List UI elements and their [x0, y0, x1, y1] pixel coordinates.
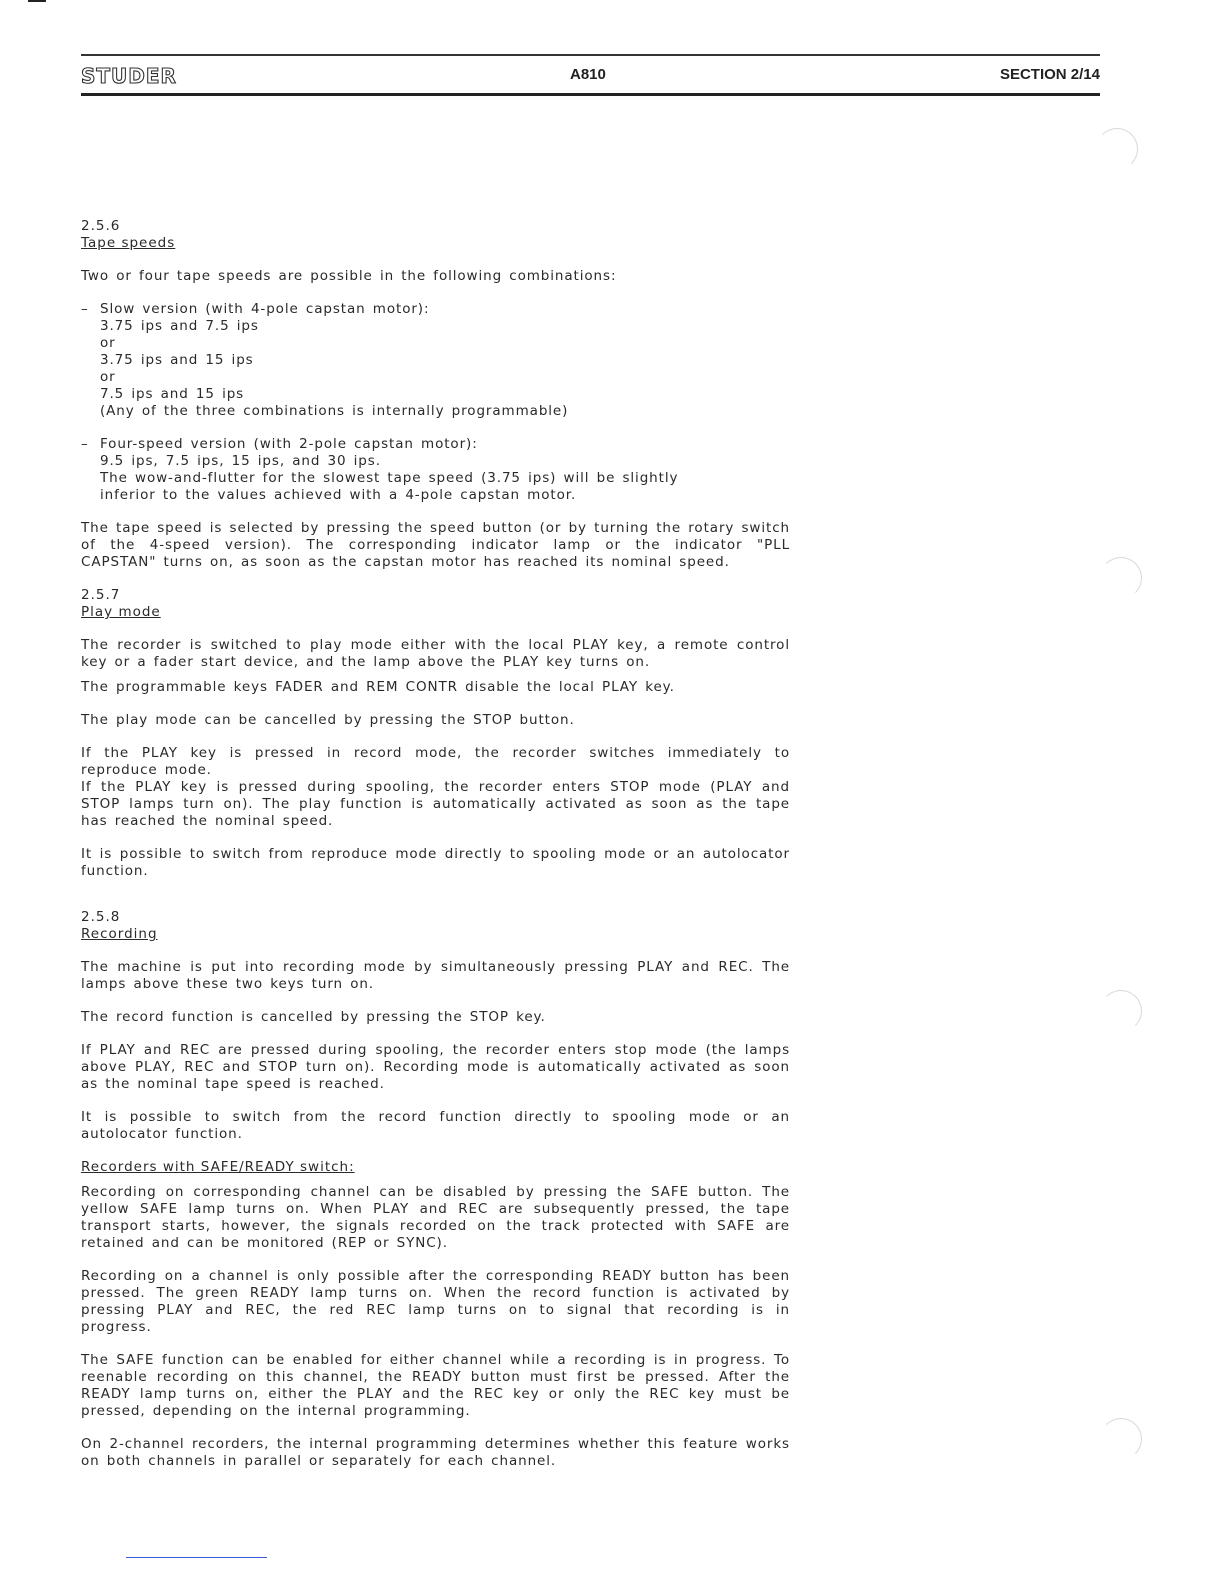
header-top-rule: [81, 54, 1100, 56]
section-title: Tape speeds: [81, 235, 176, 251]
punch-hole: [1100, 990, 1142, 1032]
punch-hole: [1096, 128, 1138, 170]
section-number: 2.5.7: [81, 587, 121, 603]
footer-rule: [126, 1557, 267, 1558]
paragraph: The machine is put into recording mode by simultaneously pressing PLAY and REC. The lamps above these two keys turn on.: [81, 959, 790, 992]
bullet-item: [81, 301, 790, 420]
paragraph: If the PLAY key is pressed during spooling, the recorder enters STOP mode (PLAY and STOP lamps turn on). The play function is automatically activated as soon as the tape has reached the nominal speed.: [81, 779, 790, 829]
bullet-line: 3.75 ips and 15 ips: [100, 352, 254, 368]
bullet-line: inferior to the values achieved with a 4-pole capstan motor.: [100, 487, 577, 503]
bullet-line: or: [100, 369, 116, 385]
paragraph: If the PLAY key is pressed in record mode, the recorder switches immediately to reproduce mode.: [81, 745, 790, 778]
brand-logo: STUDER: [81, 64, 177, 88]
bullet-line: 7.5 ips and 15 ips: [100, 386, 245, 402]
paragraph: The play mode can be cancelled by pressing the STOP button.: [81, 712, 575, 728]
bullet-line: Four-speed version (with 2-pole capstan motor):: [100, 436, 478, 452]
bullet-line: 3.75 ips and 7.5 ips: [100, 318, 259, 334]
section-title: Recording: [81, 926, 158, 942]
paragraph: If PLAY and REC are pressed during spooling, the recorder enters stop mode (the lamps above PLAY, REC and STOP turn on). Recording mode is automatically activated as soon as the nominal tape speed is reached.: [81, 1042, 790, 1092]
header-bottom-rule: [81, 93, 1100, 96]
paragraph: It is possible to switch from reproduce mode directly to spooling mode or an autolocator function.: [81, 846, 790, 879]
paragraph: The recorder is switched to play mode either with the local PLAY key, a remote control key or a fader start device, and the lamp above the PLAY key turns on.: [81, 637, 790, 670]
section-title: Play mode: [81, 604, 161, 620]
bullet-line: or: [100, 335, 116, 351]
bullet-line: Slow version (with 4-pole capstan motor):: [100, 301, 430, 317]
paragraph: On 2-channel recorders, the internal programming determines whether this feature works on both channels in parallel or separately for each channel.: [81, 1436, 790, 1469]
paragraph: Two or four tape speeds are possible in the following combinations:: [81, 268, 617, 284]
subheading: Recorders with SAFE/READY switch:: [81, 1159, 355, 1175]
bullet-line: 9.5 ips, 7.5 ips, 15 ips, and 30 ips.: [100, 453, 381, 469]
scan-mark: [28, 0, 46, 2]
paragraph: The record function is cancelled by pressing the STOP key.: [81, 1009, 546, 1025]
bullet-line: (Any of the three combinations is internally programmable): [100, 403, 569, 419]
section-number: 2.5.8: [81, 909, 121, 925]
paragraph: The tape speed is selected by pressing the speed button (or by turning the rotary switch of the 4-speed version). The corresponding indicator lamp or the indicator "PLL CAPSTAN" turns on, as soon as the capstan motor has reached its nominal speed.: [81, 520, 790, 570]
bullet-dash: –: [81, 301, 88, 317]
punch-hole: [1100, 557, 1142, 599]
paragraph: It is possible to switch from the record function directly to spooling mode or an autolocator function.: [81, 1109, 790, 1142]
punch-hole: [1100, 1418, 1142, 1460]
bullet-item: [81, 436, 790, 504]
bullet-line: The wow-and-flutter for the slowest tape speed (3.75 ips) will be slightly: [100, 470, 679, 486]
paragraph: Recording on corresponding channel can be disabled by pressing the SAFE button. The yellow SAFE lamp turns on. When PLAY and REC are subsequently pressed, the tape transport starts, however, the signals recorded on the track protected with SAFE are retained and can be monitored (REP or SYNC).: [81, 1184, 790, 1251]
section-number: 2.5.6: [81, 218, 121, 234]
paragraph: Recording on a channel is only possible after the corresponding READY button has been pressed. The green READY lamp turns on. When the record function is activated by pressing PLAY and REC, the red REC lamp turns on to signal that recording is in progress.: [81, 1268, 790, 1335]
paragraph: The programmable keys FADER and REM CONTR disable the local PLAY key.: [81, 679, 675, 695]
page-body: [81, 218, 790, 1470]
section-label: SECTION 2/14: [999, 66, 1100, 83]
model-label: A810: [570, 66, 606, 83]
bullet-dash: –: [81, 436, 88, 452]
paragraph: The SAFE function can be enabled for either channel while a recording is in progress. To reenable recording on this channel, the READY button must first be pressed. After the READY lamp turns on, either the PLAY and the REC key or only the REC key must be pressed, depending on the internal programming.: [81, 1352, 790, 1419]
